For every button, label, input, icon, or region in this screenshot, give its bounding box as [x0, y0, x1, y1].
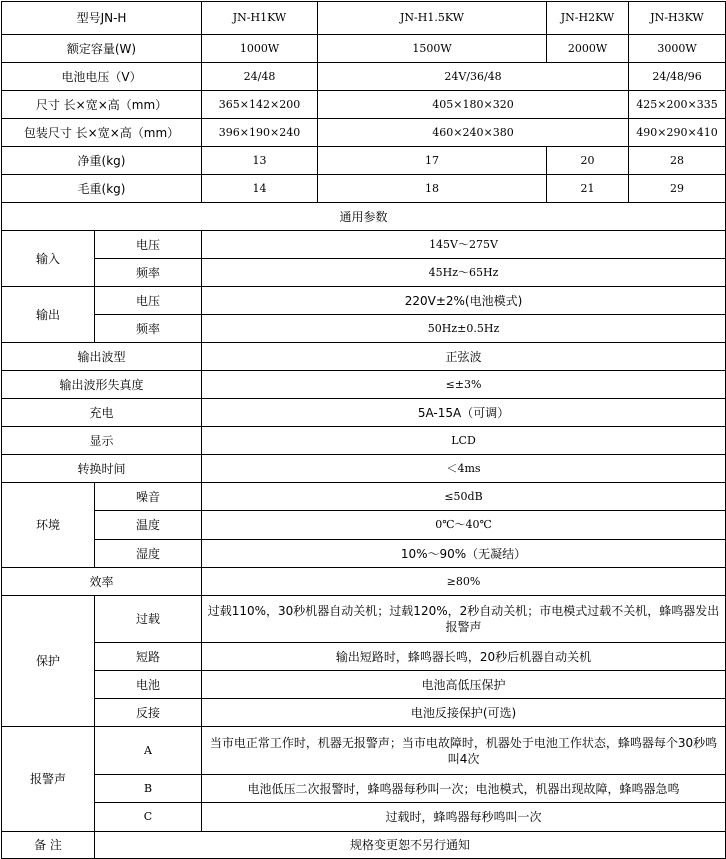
- battery-voltage-group-1: 24/48: [202, 63, 318, 91]
- net-weight-1kw: 13: [202, 147, 318, 175]
- row-waveform: [2, 343, 726, 371]
- rated-capacity-3kw: 3000W: [629, 35, 726, 63]
- battery-voltage-label: 电池电压（V）: [2, 63, 202, 91]
- row-output-frequency: [2, 315, 726, 343]
- env-temperature-value: 0℃～40℃: [202, 511, 726, 540]
- env-noise-value: ≤50dB: [202, 483, 726, 511]
- row-gross-weight: [2, 175, 726, 203]
- package-size-group-2: 460×240×380: [318, 119, 629, 147]
- size-group-3: 425×200×335: [629, 91, 726, 119]
- protection-overload-value: 过载110%，30秒机器自动关机；过载120%，2秒自动关机；市电模式过载不关机，蜂鸣器发出报警声: [202, 596, 726, 643]
- row-size: [2, 91, 726, 119]
- row-alarm-c: [2, 803, 726, 832]
- rated-capacity-1-5kw: 1500W: [318, 35, 547, 63]
- size-label: 尺寸 长×宽×高（mm）: [2, 91, 202, 119]
- row-env-temperature: [2, 511, 726, 540]
- row-general-title: [2, 203, 726, 231]
- remark-value: 规格变更恕不另行通知: [95, 832, 726, 859]
- package-size-label: 包装尺寸 长×宽×高（mm）: [2, 119, 202, 147]
- model-1kw: JN-H1KW: [202, 2, 318, 35]
- protection-short-value: 输出短路时，蜂鸣器长鸣，20秒后机器自动关机: [202, 643, 726, 671]
- transfer-time-value: ＜4ms: [202, 455, 726, 483]
- model-1-5kw: JN-H1.5KW: [318, 2, 547, 35]
- efficiency-value: ≥80%: [202, 568, 726, 596]
- rated-capacity-label: 额定容量(W): [2, 35, 202, 63]
- package-size-group-3: 490×290×410: [629, 119, 726, 147]
- row-rated-capacity: [2, 35, 726, 63]
- input-frequency-label: 频率: [95, 259, 202, 287]
- protection-battery-label: 电池: [95, 671, 202, 699]
- row-input-voltage: [2, 231, 726, 259]
- gross-weight-1-5kw: 18: [318, 175, 547, 203]
- env-noise-label: 噪音: [95, 483, 202, 511]
- net-weight-1-5kw: 17: [318, 147, 547, 175]
- rated-capacity-2kw: 2000W: [547, 35, 629, 63]
- waveform-label: 输出波型: [2, 343, 202, 371]
- protection-battery-value: 电池高低压保护: [202, 671, 726, 699]
- input-voltage-value: 145V～275V: [202, 231, 726, 259]
- net-weight-3kw: 28: [629, 147, 726, 175]
- row-alarm-a: [2, 727, 726, 775]
- battery-voltage-group-3: 24/48/96: [629, 63, 726, 91]
- gross-weight-3kw: 29: [629, 175, 726, 203]
- row-efficiency: [2, 568, 726, 596]
- row-env-humidity: [2, 540, 726, 568]
- row-battery-voltage: [2, 63, 726, 91]
- model-2kw: JN-H2KW: [547, 2, 629, 35]
- row-protection-overload: [2, 596, 726, 643]
- protection-overload-label: 过载: [95, 596, 202, 643]
- efficiency-label: 效率: [2, 568, 202, 596]
- models-label: 型号JN-H: [2, 2, 202, 35]
- input-frequency-value: 45Hz～65Hz: [202, 259, 726, 287]
- row-env-noise: [2, 483, 726, 511]
- waveform-value: 正弦波: [202, 343, 726, 371]
- row-protection-short: [2, 643, 726, 671]
- display-label: 显示: [2, 427, 202, 455]
- protection-reverse-value: 电池反接保护(可选): [202, 699, 726, 727]
- row-package-size: [2, 119, 726, 147]
- rated-capacity-1kw: 1000W: [202, 35, 318, 63]
- alarm-b-label: B: [95, 775, 202, 803]
- net-weight-label: 净重(kg): [2, 147, 202, 175]
- environment-label: 环境: [2, 483, 95, 568]
- output-voltage-value: 220V±2%(电池模式): [202, 287, 726, 315]
- general-parameters-title: 通用参数: [2, 203, 726, 231]
- env-temperature-label: 温度: [95, 511, 202, 540]
- size-group-2: 405×180×320: [318, 91, 629, 119]
- input-label: 输入: [2, 231, 95, 287]
- alarm-label: 报警声: [2, 727, 95, 832]
- output-label: 输出: [2, 287, 95, 343]
- remark-label: 备 注: [2, 832, 95, 859]
- protection-short-label: 短路: [95, 643, 202, 671]
- protection-reverse-label: 反接: [95, 699, 202, 727]
- package-size-group-1: 396×190×240: [202, 119, 318, 147]
- spec-table: [1, 1, 726, 859]
- row-output-voltage: [2, 287, 726, 315]
- net-weight-2kw: 20: [547, 147, 629, 175]
- distortion-value: ≤±3%: [202, 371, 726, 399]
- gross-weight-1kw: 14: [202, 175, 318, 203]
- row-transfer-time: [2, 455, 726, 483]
- battery-voltage-group-2: 24V/36/48: [318, 63, 629, 91]
- model-3kw: JN-H3KW: [629, 2, 726, 35]
- row-net-weight: [2, 147, 726, 175]
- env-humidity-value: 10%～90%（无凝结）: [202, 540, 726, 568]
- gross-weight-2kw: 21: [547, 175, 629, 203]
- output-frequency-label: 频率: [95, 315, 202, 343]
- output-voltage-label: 电压: [95, 287, 202, 315]
- row-protection-battery: [2, 671, 726, 699]
- distortion-label: 输出波形失真度: [2, 371, 202, 399]
- row-remark: [2, 832, 726, 859]
- charge-value: 5A-15A（可调）: [202, 399, 726, 427]
- row-protection-reverse: [2, 699, 726, 727]
- transfer-time-label: 转换时间: [2, 455, 202, 483]
- gross-weight-label: 毛重(kg): [2, 175, 202, 203]
- row-display: [2, 427, 726, 455]
- alarm-a-value: 当市电正常工作时，机器无报警声；当市电故障时，机器处于电池工作状态，蜂鸣器每个30秒鸣叫4次: [202, 727, 726, 775]
- input-voltage-label: 电压: [95, 231, 202, 259]
- protection-label: 保护: [2, 596, 95, 727]
- output-frequency-value: 50Hz±0.5Hz: [202, 315, 726, 343]
- row-input-frequency: [2, 259, 726, 287]
- alarm-a-label: A: [95, 727, 202, 775]
- env-humidity-label: 湿度: [95, 540, 202, 568]
- display-value: LCD: [202, 427, 726, 455]
- row-distortion: [2, 371, 726, 399]
- row-models: [2, 2, 726, 35]
- charge-label: 充电: [2, 399, 202, 427]
- size-group-1: 365×142×200: [202, 91, 318, 119]
- row-alarm-b: [2, 775, 726, 803]
- alarm-b-value: 电池低压二次报警时，蜂鸣器每秒叫一次；电池模式，机器出现故障，蜂鸣器急鸣: [202, 775, 726, 803]
- alarm-c-label: C: [95, 803, 202, 832]
- row-charge: [2, 399, 726, 427]
- alarm-c-value: 过载时，蜂鸣器每秒鸣叫一次: [202, 803, 726, 832]
